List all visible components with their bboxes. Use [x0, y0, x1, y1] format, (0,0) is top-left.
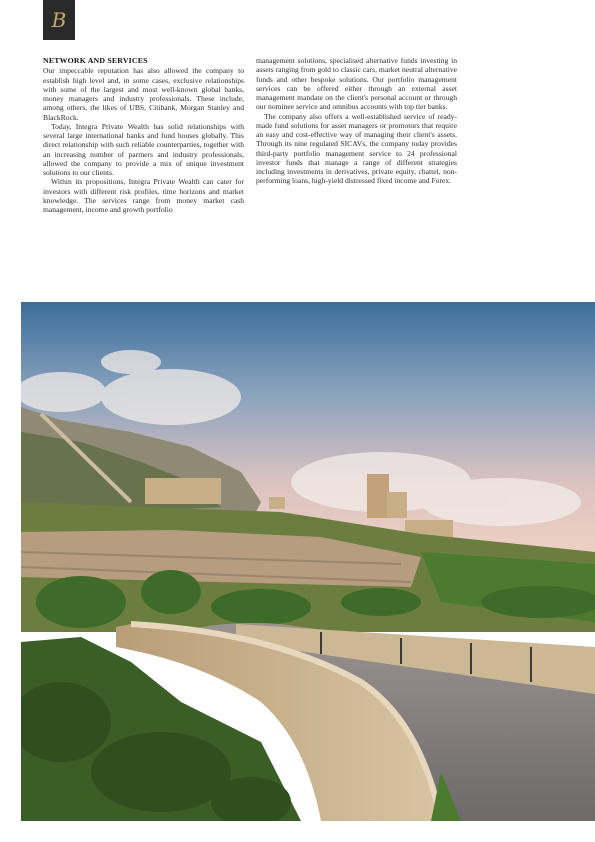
article: [43, 56, 457, 214]
brand-logo: [43, 0, 75, 40]
fort-building: [145, 478, 221, 504]
paragraph: Within its propositions, Integra Private Wealth can cater for investors with different risk profiles, time horizons and market knowledge. The services range from money market cash management, income and growth portfolio: [43, 177, 244, 214]
paragraph: The company also offers a well-established service of ready-made fund solutions for asset managers or promotors that require an easy and cost-effective way of managing their client's assets. Through its nine regulated SICAVs, the company today provides third-party portfolio management service to 24 professional investor funds that manage a range of different strategies including investments in derivatives, private equity, chattel, non-performing loans, high-yield distressed fixed income and Forex.: [256, 111, 457, 186]
paragraph: Today, Integra Private Wealth has solid relationships with several large international banks and fund houses globally. This direct relationship with such reliable counterparties, together with an increasing number of partners and industry professionals, allowed the company to provide a mix of unique investment solutions to our clients.: [43, 121, 244, 177]
watch-tower: [367, 474, 389, 518]
brand-logo-glyph: B: [51, 8, 67, 32]
landscape-photo: [21, 302, 595, 821]
paragraph: Our impeccable reputation has also allowed the company to establish high level and, in some cases, exclusive relationships with some of the largest and most well-known global banks, money managers and industry professionals. These include, among others, the likes of UBS, Citibank, Morgan Stanley and BlackRock.: [43, 66, 244, 122]
article-column-left: [43, 56, 244, 214]
paragraph: management solutions, specialised alternative funds investing in assets ranging from gold to classic cars, market neutral alternative funds and other bespoke solutions. Our portfolio management services can be offered either through an external asset management mandate on the client's personal account or through our nominee service and omnibus accounts with top tier banks.: [256, 56, 457, 112]
landscape-illustration: [21, 302, 595, 821]
section-heading: NETWORK AND SERVICES: [43, 56, 148, 65]
article-column-right: [256, 56, 457, 214]
